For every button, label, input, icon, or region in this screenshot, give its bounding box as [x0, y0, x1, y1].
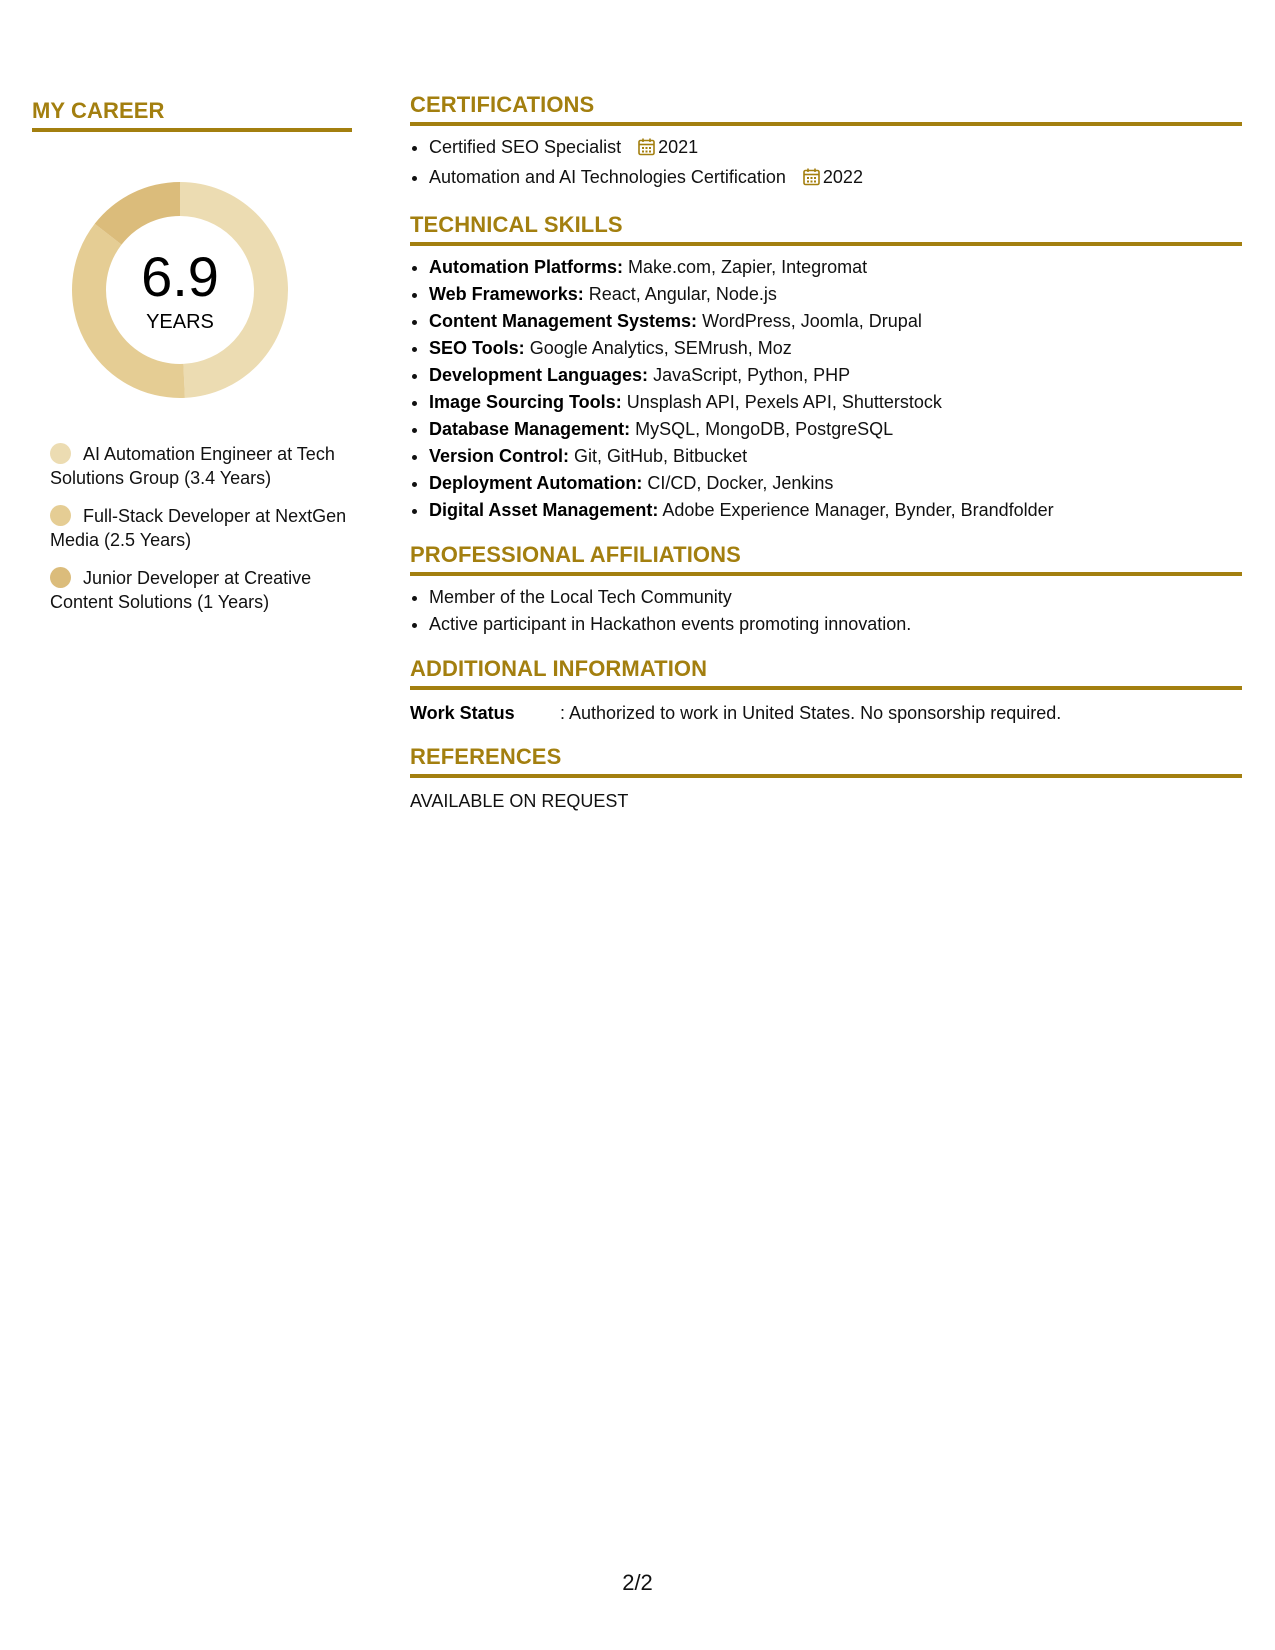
work-status-label: Work Status	[410, 703, 515, 723]
total-years-unit: YEARS	[146, 310, 214, 333]
skill-label: Version Control:	[429, 446, 570, 466]
work-status-value: : Authorized to work in United States. No sponsorship required.	[560, 703, 1062, 723]
skill-label: Automation Platforms:	[429, 257, 624, 277]
skill-item	[429, 281, 1242, 308]
skill-label: Web Frameworks:	[429, 284, 584, 304]
skill-value: Git, GitHub, Bitbucket	[574, 446, 748, 466]
total-years-value: 6.9	[141, 244, 219, 308]
certification-year: 2021	[658, 137, 699, 157]
additional-info-section	[410, 656, 1242, 726]
references-text: AVAILABLE ON REQUEST	[410, 791, 629, 811]
legend-label: Full-Stack Developer at NextGen Media (2.5 Years)	[50, 506, 347, 550]
calendar-icon	[803, 167, 820, 194]
career-legend	[50, 442, 352, 614]
affiliations-list	[410, 584, 1242, 638]
skill-value: Google Analytics, SEMrush, Moz	[529, 338, 792, 358]
page-number: 2/2	[622, 1570, 653, 1595]
skill-item	[429, 335, 1242, 362]
skill-item	[429, 308, 1242, 335]
certifications-list	[410, 134, 1242, 194]
skill-value: Adobe Experience Manager, Bynder, Brandfolder	[662, 500, 1054, 520]
skill-item	[429, 497, 1242, 524]
affiliations-heading: PROFESSIONAL AFFILIATIONS	[410, 542, 1242, 576]
skills-section	[410, 212, 1242, 524]
skill-value: JavaScript, Python, PHP	[653, 365, 851, 385]
skill-value: CI/CD, Docker, Jenkins	[647, 473, 834, 493]
skills-heading: TECHNICAL SKILLS	[410, 212, 1242, 246]
certification-name: Automation and AI Technologies Certification	[429, 167, 786, 187]
legend-label: Junior Developer at Creative Content Solutions (1 Years)	[50, 568, 312, 612]
skill-value: Make.com, Zapier, Integromat	[628, 257, 868, 277]
skills-list	[410, 254, 1242, 524]
legend-item	[50, 566, 352, 614]
calendar-icon	[638, 137, 655, 164]
affiliations-section	[410, 542, 1242, 638]
references-section	[410, 744, 1242, 814]
legend-dot	[50, 567, 71, 588]
skill-label: Digital Asset Management:	[429, 500, 659, 520]
affiliation-item: • Member of the Local Tech Community	[429, 584, 1242, 611]
career-heading: MY CAREER	[32, 98, 352, 132]
skill-label: Content Management Systems:	[429, 311, 698, 331]
certification-item	[429, 164, 1242, 194]
skill-value: WordPress, Joomla, Drupal	[702, 311, 922, 331]
skill-value: Unsplash API, Pexels API, Shutterstock	[626, 392, 942, 412]
skill-label: SEO Tools:	[429, 338, 525, 358]
affiliation-item: • Active participant in Hackathon events promoting innovation.	[429, 611, 1242, 638]
legend-dot	[50, 505, 71, 526]
skill-label: Deployment Automation:	[429, 473, 643, 493]
legend-item	[50, 442, 352, 490]
work-status-row	[410, 700, 1242, 726]
legend-label: AI Automation Engineer at Tech Solutions Group (3.4 Years)	[50, 444, 335, 488]
legend-dot	[50, 443, 71, 464]
legend-item	[50, 504, 352, 552]
certifications-section	[410, 92, 1242, 194]
skill-item	[429, 254, 1242, 281]
additional-info-heading: ADDITIONAL INFORMATION	[410, 656, 1242, 690]
certification-item	[429, 134, 1242, 164]
certifications-heading: CERTIFICATIONS	[410, 92, 1242, 126]
skill-label: Development Languages:	[429, 365, 649, 385]
main-column	[410, 92, 1242, 832]
certification-name: Certified SEO Specialist	[429, 137, 622, 157]
career-donut-chart	[66, 176, 294, 404]
donut-center	[66, 176, 294, 404]
skill-label: Database Management:	[429, 419, 631, 439]
certification-year: 2022	[822, 167, 863, 187]
career-column	[32, 92, 352, 628]
skill-item	[429, 362, 1242, 389]
skill-item	[429, 389, 1242, 416]
skill-item	[429, 416, 1242, 443]
skill-item	[429, 443, 1242, 470]
skill-value: MySQL, MongoDB, PostgreSQL	[635, 419, 894, 439]
skill-value: React, Angular, Node.js	[588, 284, 777, 304]
skill-label: Image Sourcing Tools:	[429, 392, 622, 412]
references-heading: REFERENCES	[410, 744, 1242, 778]
skill-item	[429, 470, 1242, 497]
